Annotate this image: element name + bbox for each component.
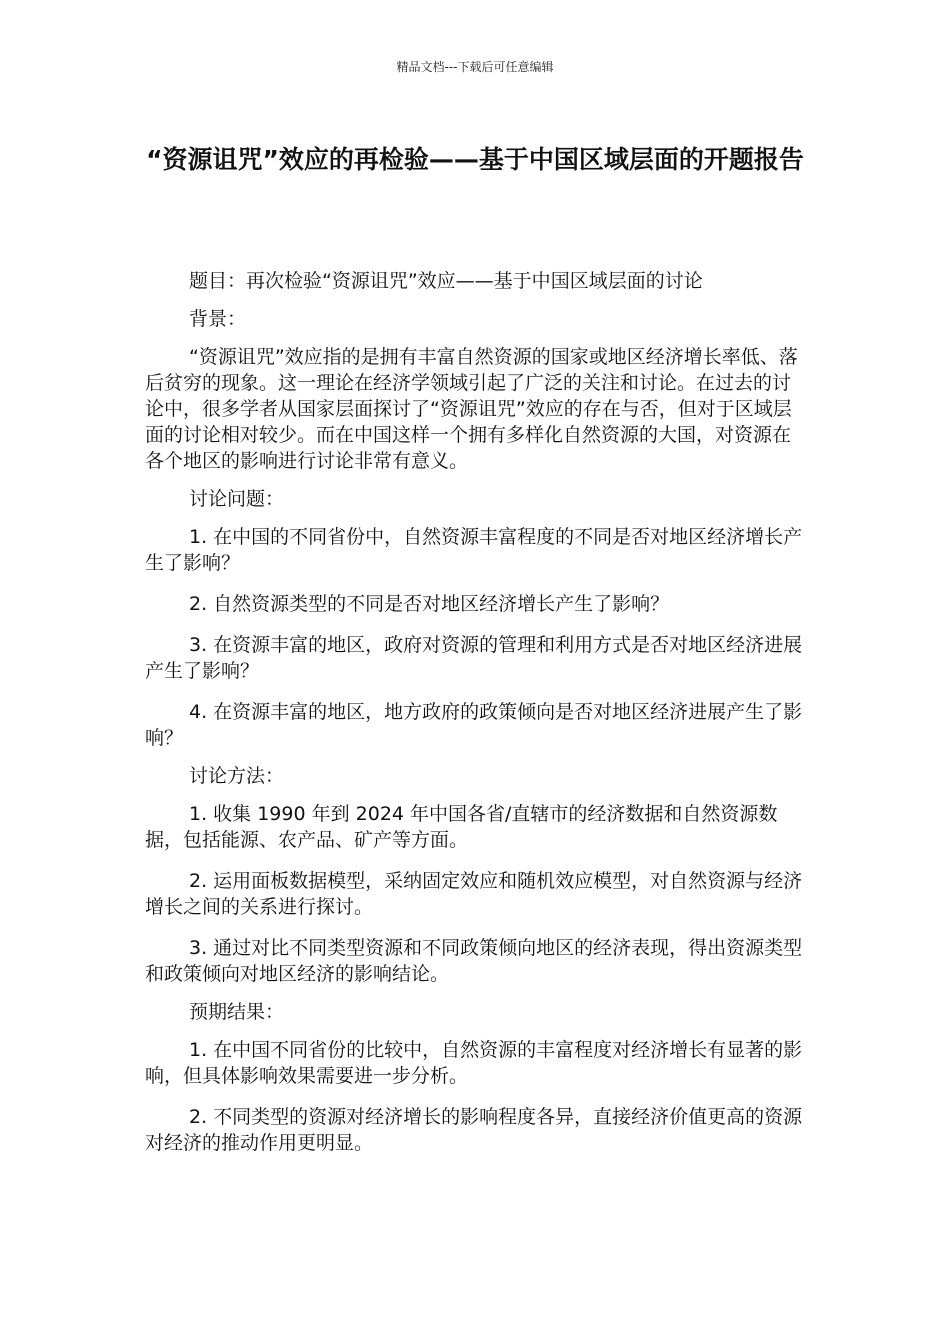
method-item-2: 2. 运用面板数据模型，采纳固定效应和随机效应模型，对自然资源与经济增长之间的关系进行探讨。: [145, 870, 803, 918]
method-item-1: 1. 收集 1990 年到 2024 年中国各省/直辖市的经济数据和自然资源数据，包括能源、农产品、矿产等方面。: [145, 803, 778, 851]
methods-heading: 讨论方法：: [189, 765, 285, 787]
question-item-2: 2. 自然资源类型的不同是否对地区经济增长产生了影响？: [189, 593, 670, 615]
topic-line: 题目：再次检验“资源诅咒”效应——基于中国区域层面的讨论: [189, 270, 703, 292]
question-item-3: 3. 在资源丰富的地区，政府对资源的管理和利用方式是否对地区经济进展产生了影响？: [145, 634, 803, 682]
question-item-1: 1. 在中国的不同省份中，自然资源丰富程度的不同是否对地区经济增长产生了影响？: [145, 526, 803, 574]
results-heading: 预期结果：: [189, 1001, 285, 1023]
question-item-4: 4. 在资源丰富的地区，地方政府的政策倾向是否对地区经济进展产生了影响？: [145, 701, 803, 749]
method-item-3: 3. 通过对比不同类型资源和不同政策倾向地区的经济表现，得出资源类型和政策倾向对地区经济的影响结论。: [145, 937, 803, 985]
document-title: “资源诅咒”效应的再检验——基于中国区域层面的开题报告: [146, 145, 804, 174]
background-heading: 背景：: [189, 308, 247, 330]
background-paragraph: “资源诅咒”效应指的是拥有丰富自然资源的国家或地区经济增长率低、落后贫穷的现象。这一理论在经济学领域引起了广泛的关注和讨论。在过去的讨论中，很多学者从国家层面探讨了“资源诅咒”效应的存在与否，但对于区域层面的讨论相对较少。而在中国这样一个拥有多样化自然资源的大国，对资源在各个地区的影响进行讨论非常有意义。: [145, 346, 798, 472]
result-item-2: 2. 不同类型的资源对经济增长的影响程度各异，直接经济价值更高的资源对经济的推动作用更明显。: [145, 1106, 803, 1154]
page-header-note: 精品文档---下载后可任意编辑: [396, 60, 554, 74]
document-body: [145, 268, 805, 1171]
questions-heading: 讨论问题：: [189, 488, 285, 510]
result-item-1: 1. 在中国不同省份的比较中，自然资源的丰富程度对经济增长有显著的影响，但具体影响效果需要进一步分析。: [145, 1039, 803, 1087]
